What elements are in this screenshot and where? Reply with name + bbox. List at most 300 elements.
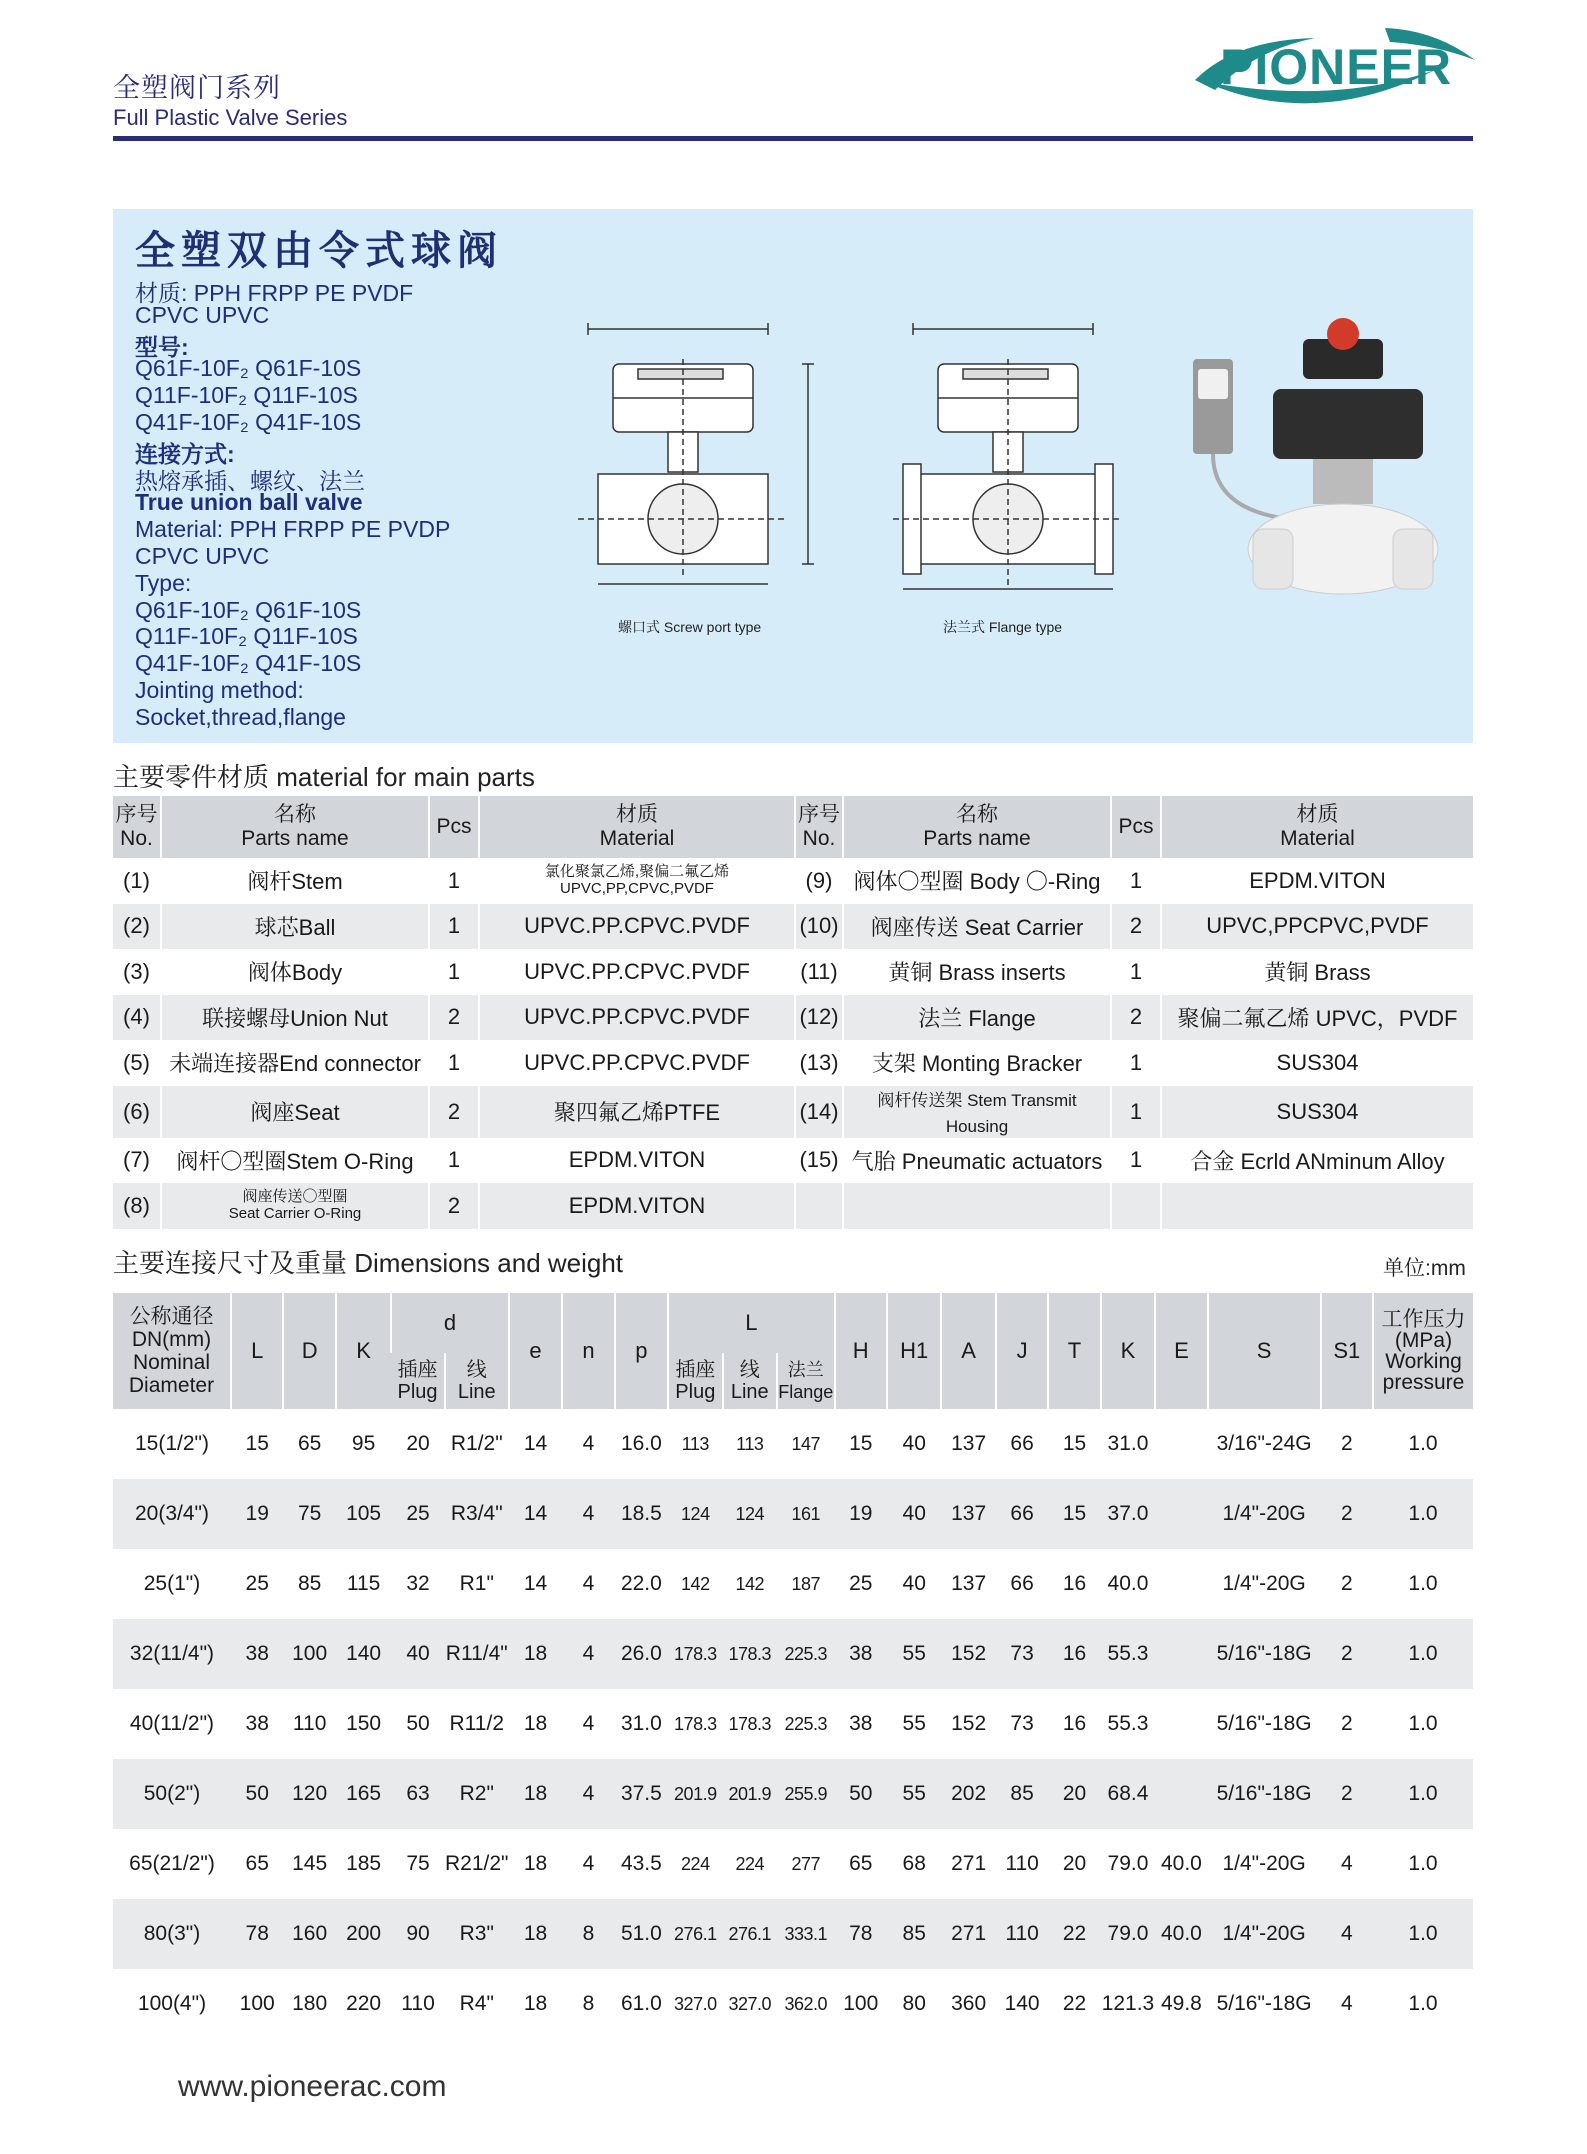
dims-cell: 255.9 [777, 1759, 835, 1829]
dims-cell: 1.0 [1408, 1572, 1438, 1595]
dims-cell: 165 [336, 1759, 391, 1829]
parts-cell-r-mat [1161, 995, 1473, 1041]
dims-cell: 66 [1010, 1432, 1034, 1455]
dims-cell: 100 [283, 1619, 335, 1689]
col-pcs: Pcs [429, 796, 479, 858]
dims-cell: 40 [391, 1619, 444, 1689]
col-d: d [391, 1293, 508, 1353]
dims-row [113, 1899, 1473, 1969]
dims-cell: 142 [681, 1573, 710, 1594]
dims-cell: 43.5 [620, 1852, 662, 1875]
parts-cell-r-name [843, 1086, 1111, 1138]
dims-cell: 2 [1340, 1712, 1353, 1735]
parts-cell-text: (7) [123, 1147, 150, 1173]
dims-cell: 100(4") [137, 1992, 207, 2015]
parts-row [113, 949, 1473, 995]
parts-cell-r-mat [1161, 1040, 1473, 1086]
dims-cell: R21/2" [445, 1852, 509, 1875]
col-material: 材质 Material [479, 796, 795, 858]
spec-line: Q41F-10F₂ Q41F-10S [135, 409, 362, 435]
parts-cell-text: (14) [799, 1098, 839, 1124]
dims-cell: 65 [849, 1852, 873, 1875]
parts-cell-text: (10) [799, 913, 839, 939]
dims-cell: 120 [283, 1759, 335, 1829]
dims-cell: 276.1 [668, 1899, 722, 1969]
parts-cell-l-no [113, 904, 161, 950]
parts-cell-text: EPDM.VITON [1249, 867, 1386, 893]
dims-cell: 38 [231, 1619, 283, 1689]
parts-cell-text: (4) [123, 1004, 150, 1030]
spec-line: Jointing method: [135, 677, 304, 703]
parts-cell-l-pcs [429, 1040, 479, 1086]
dims-cell: 1/4"-20G [1222, 1852, 1306, 1875]
dims-cell: 161 [777, 1479, 835, 1549]
dims-cell: 178.3 [723, 1619, 777, 1689]
parts-cell-text: UPVC,PPCPVC,PVDF [1206, 913, 1429, 939]
series-title-cn: 全塑阀门系列 [113, 73, 281, 103]
dims-cell: 115 [346, 1572, 381, 1595]
dims-cell: 18 [523, 1852, 548, 1875]
dims-cell: 2 [1340, 1432, 1353, 1455]
spec-line: CPVC UPVC [135, 543, 270, 569]
parts-row [113, 858, 1473, 904]
dims-cell: 1.0 [1408, 1992, 1438, 2015]
col-working-pressure [1373, 1293, 1473, 1409]
parts-row [113, 1138, 1473, 1184]
dims-cell: 22 [1048, 1899, 1100, 1969]
dims-cell: 4 [582, 1572, 595, 1595]
dims-cell: 65(21/2") [129, 1852, 215, 1875]
parts-cell-text: 2 [1129, 1004, 1143, 1030]
dims-row [113, 1619, 1473, 1689]
col-n: n [562, 1293, 614, 1409]
dims-cell: 68 [902, 1852, 926, 1875]
parts-cell-l-no [113, 858, 161, 904]
col-L-plug: 插座 Plug [668, 1353, 722, 1409]
dims-cell: 78 [835, 1899, 887, 1969]
dims-cell: 31.0 [1107, 1432, 1149, 1455]
product-photo [1178, 309, 1458, 619]
parts-cell-r-pcs [1111, 1183, 1161, 1229]
parts-cell-l-name [161, 949, 429, 995]
parts-cell-r-mat [1161, 1138, 1473, 1184]
dims-row [113, 1759, 1473, 1829]
parts-cell-text: (9) [805, 867, 833, 893]
dims-cell: 78 [231, 1899, 283, 1969]
flange-type-caption: 法兰式 Flange type [943, 619, 1063, 635]
parts-cell-text: SUS304 [1276, 1049, 1359, 1075]
parts-cell-text: 联接螺母Union Nut [202, 1005, 388, 1031]
dims-cell: 271 [951, 1852, 987, 1875]
parts-cell-l-name [161, 1086, 429, 1138]
parts-cell-r-name [843, 1138, 1111, 1184]
parts-cell-text: 1 [1129, 867, 1143, 893]
dims-cell: 4 [562, 1479, 614, 1549]
dims-cell: 16 [1048, 1619, 1100, 1689]
dims-cell: 276.1 [723, 1899, 777, 1969]
unit-label: 单位:mm [1383, 1257, 1466, 1280]
dims-section-title: 主要连接尺寸及重量 Dimensions and weight [113, 1248, 624, 1278]
dims-cell: 327.0 [728, 1993, 772, 2014]
parts-table [113, 796, 1473, 1229]
dims-cell [1155, 1409, 1207, 1479]
dims-cell: 50 [231, 1759, 283, 1829]
parts-row [113, 1040, 1473, 1086]
dims-cell: 66 [1010, 1572, 1034, 1595]
dims-cell: 137 [951, 1432, 987, 1455]
col-no: 序号 No. [795, 796, 843, 858]
dims-cell: R4" [459, 1992, 494, 2015]
dims-cell: R1/2" [450, 1432, 503, 1455]
dims-cell: 65 [297, 1432, 322, 1455]
header-rule [113, 136, 1473, 141]
col-no: 序号 No. [113, 796, 161, 858]
col-d-line: 线 Line [445, 1353, 509, 1409]
wp-header: 工作压力 (MPa) Working pressure [1381, 1308, 1466, 1394]
dims-cell: 55.3 [1107, 1712, 1149, 1735]
parts-cell-text: 聚偏二氟乙烯 UPVC，PVDF [1177, 1005, 1458, 1031]
dims-cell: 1.0 [1373, 1899, 1473, 1969]
dims-cell: 4 [562, 1759, 614, 1829]
parts-cell-text: 阀体Body [247, 960, 343, 986]
parts-cell-r-mat [1161, 949, 1473, 995]
dims-cell: 4 [582, 1852, 595, 1875]
dims-cell: 178.3 [728, 1713, 772, 1734]
website-url[interactable]: www.pioneerac.com [178, 2070, 447, 2103]
dims-cell: 140 [336, 1619, 391, 1689]
parts-cell-l-name [161, 1040, 429, 1086]
parts-cell-l-no [113, 1040, 161, 1086]
dims-cell: 4 [582, 1432, 595, 1455]
parts-cell-r-no [795, 1138, 843, 1184]
dims-cell: R11/2 [449, 1712, 504, 1735]
dims-cell: 16.0 [620, 1432, 662, 1455]
dims-cell: 55 [902, 1712, 926, 1735]
dims-cell: 142 [735, 1573, 765, 1594]
dims-cell: 160 [283, 1899, 335, 1969]
dims-cell: 66 [996, 1479, 1048, 1549]
screw-type-caption: 螺口式 Screw port type [618, 619, 762, 635]
col-nominal-diameter [113, 1293, 231, 1409]
parts-cell-text: UPVC.PP.CPVC.PVDF [524, 958, 750, 984]
parts-cell-text: 1 [1129, 1098, 1143, 1124]
dims-cell: 40 [887, 1479, 941, 1549]
spec-line: CPVC UPVC [135, 301, 270, 328]
parts-cell-text: 氯化聚氯乙烯,聚偏二氟乙烯 UPVC,PP,CPVC,PVDF [544, 862, 730, 897]
parts-cell-r-pcs [1111, 1138, 1161, 1184]
dims-cell: 19 [231, 1479, 283, 1549]
dims-cell: 50(2") [113, 1759, 231, 1829]
dims-cell: 51.0 [615, 1899, 668, 1969]
col-T: T [1048, 1293, 1100, 1409]
parts-cell-r-pcs [1111, 1040, 1161, 1086]
col-K2: K [1101, 1293, 1155, 1409]
parts-cell-text: 阀座传送〇型圈 Seat Carrier O-Ring [228, 1187, 362, 1222]
dims-cell: 40 [902, 1432, 926, 1455]
parts-cell-r-pcs [1111, 949, 1161, 995]
parts-cell-r-name [843, 949, 1111, 995]
parts-cell-l-no [113, 1183, 161, 1229]
dims-cell: 18 [509, 1619, 562, 1689]
parts-cell-l-pcs [429, 995, 479, 1041]
series-title-en: Full Plastic Valve Series [113, 105, 348, 130]
dims-cell: 4 [1340, 1992, 1353, 2015]
parts-cell-text: (6) [123, 1098, 150, 1124]
parts-cell-l-pcs [429, 1086, 479, 1138]
dims-cell: 362.0 [784, 1993, 828, 2014]
dims-cell: 20(3/4") [113, 1479, 231, 1549]
brand-logo [1175, 20, 1485, 110]
parts-cell-text: UPVC.PP.CPVC.PVDF [524, 913, 750, 939]
dims-cell: 333.1 [777, 1899, 835, 1969]
dims-cell: 113 [736, 1433, 764, 1454]
spec-line: Q41F-10F₂ Q41F-10S [135, 650, 362, 677]
col-d-plug: 插座 Plug [391, 1353, 444, 1409]
dims-cell: 14 [523, 1432, 548, 1455]
dims-cell: 5/16"-18G [1216, 1992, 1312, 2015]
dims-cell: 73 [1010, 1712, 1034, 1735]
dims-cell: 31.0 [620, 1712, 662, 1735]
dims-row [113, 1409, 1473, 1479]
dims-cell: 18.5 [615, 1479, 668, 1549]
dims-cell: 63 [391, 1759, 444, 1829]
parts-cell-r-no [795, 949, 843, 995]
spec-line: Material: PPH FRPP PE PVDP [135, 516, 451, 543]
dims-cell: 18 [509, 1899, 562, 1969]
dims-cell: 224 [681, 1853, 710, 1874]
parts-cell-text: (8) [123, 1192, 150, 1218]
dims-cell: 137 [941, 1479, 995, 1549]
parts-cell-text: 阀杆Stem [247, 869, 343, 895]
parts-row [113, 1086, 1473, 1138]
parts-cell-text: 2 [447, 1004, 461, 1030]
dims-cell: 147 [791, 1433, 821, 1454]
dims-cell: 121.3 [1101, 1992, 1155, 2015]
brand-name: PIONEER [1220, 39, 1453, 95]
col-name: 名称 Parts name [161, 796, 429, 858]
dims-cell: 2 [1340, 1572, 1353, 1595]
dims-cell: 16 [1062, 1712, 1087, 1735]
spec-line: Type: [135, 569, 192, 596]
parts-cell-l-name [161, 858, 429, 904]
dims-cell: 65 [245, 1852, 269, 1875]
dims-cell: 100 [239, 1992, 275, 2015]
parts-cell-text: 聚四氟乙烯PTFE [553, 1100, 721, 1125]
dims-cell [1155, 1619, 1207, 1689]
col-K: K [336, 1293, 391, 1409]
screw-type-drawing [558, 309, 938, 609]
spec-line: Q11F-10F₂ Q11F-10S [135, 623, 358, 650]
spec-line: 连接方式: [135, 440, 235, 467]
parts-cell-l-no [113, 995, 161, 1041]
col-pcs: Pcs [1111, 796, 1161, 858]
col-L-group: L [668, 1293, 834, 1353]
col-H: H [835, 1293, 887, 1409]
parts-cell-text: 1 [447, 867, 461, 893]
dims-cell: 5/16"-18G [1208, 1759, 1321, 1829]
parts-cell-text: 阀杆〇型圈Stem O-Ring [176, 1148, 414, 1174]
product-title: 全塑双由令式球阀 [135, 228, 503, 274]
dims-cell: 202 [941, 1759, 995, 1829]
dims-cell: 185 [346, 1852, 382, 1875]
dims-cell: 38 [835, 1619, 887, 1689]
dims-row [113, 1689, 1473, 1759]
dims-cell: 187 [791, 1573, 821, 1594]
dims-cell: 1/4"-20G [1222, 1572, 1306, 1595]
dims-cell: 178.3 [674, 1713, 717, 1734]
dims-cell: 15 [849, 1432, 873, 1455]
col-S1: S1 [1321, 1293, 1373, 1409]
parts-cell-text: (2) [123, 913, 150, 939]
parts-cell-text: (3) [123, 958, 150, 984]
parts-cell-r-mat [1161, 904, 1473, 950]
dims-cell: 124 [723, 1479, 777, 1549]
parts-cell-text: 1 [447, 913, 461, 939]
dims-cell: 137 [951, 1572, 987, 1595]
dims-cell: R1" [459, 1572, 494, 1595]
dims-cell: 50 [835, 1759, 887, 1829]
dims-cell: 225.3 [784, 1713, 828, 1734]
parts-cell-r-mat [1161, 858, 1473, 904]
dims-cell: 40.0 [1155, 1899, 1207, 1969]
dims-cell: 37.5 [615, 1759, 668, 1829]
parts-cell-r-no [795, 1086, 843, 1138]
dims-cell: 110 [292, 1712, 327, 1735]
col-H1: H1 [887, 1293, 941, 1409]
dims-cell: 145 [292, 1852, 328, 1875]
col-e: e [509, 1293, 562, 1409]
dims-cell: 50 [406, 1712, 430, 1735]
dims-cell: 201.9 [723, 1759, 777, 1829]
dims-cell [1155, 1759, 1207, 1829]
dims-cell: 200 [336, 1899, 391, 1969]
parts-cell-text: (15) [799, 1147, 839, 1173]
dims-cell: 3/16"-24G [1216, 1432, 1312, 1455]
dims-cell: R3" [445, 1899, 509, 1969]
parts-cell-l-pcs [429, 949, 479, 995]
dims-cell: 19 [835, 1479, 887, 1549]
dims-cell [1155, 1479, 1207, 1549]
parts-cell-text: 法兰 Flange [918, 1005, 1036, 1031]
dims-cell: 25 [849, 1572, 873, 1595]
col-L-flange: 法兰 Flange [777, 1353, 835, 1409]
parts-cell-l-mat [479, 1086, 795, 1138]
dims-cell: 16 [1062, 1572, 1087, 1595]
parts-cell-text: UPVC.PP.CPVC.PVDF [524, 1004, 750, 1030]
parts-cell-l-pcs [429, 1138, 479, 1184]
parts-cell-l-mat [479, 904, 795, 950]
parts-cell-text: 1 [447, 1049, 461, 1075]
dims-cell: 55.3 [1101, 1619, 1155, 1689]
dims-cell: 224 [735, 1853, 765, 1874]
dims-cell: 20 [406, 1432, 430, 1455]
dims-cell: 40(11/2") [129, 1712, 215, 1735]
dims-cell: 178.3 [668, 1619, 722, 1689]
parts-cell-text: 气胎 Pneumatic actuators [851, 1148, 1103, 1174]
parts-cell-r-no [795, 904, 843, 950]
parts-cell-text: 2 [447, 1192, 461, 1218]
spec-line: 热熔承插、螺纹、法兰 [135, 467, 365, 494]
dims-cell: 1.0 [1373, 1759, 1473, 1829]
parts-cell-l-name [161, 995, 429, 1041]
parts-cell-text: 球芯Ball [254, 914, 336, 940]
dims-cell: 201.9 [668, 1759, 722, 1829]
dims-cell: 110 [1005, 1852, 1039, 1875]
dims-cell: 22 [1062, 1992, 1087, 2015]
parts-cell-r-pcs [1111, 904, 1161, 950]
dims-cell: 327.0 [674, 1993, 717, 2014]
parts-cell-r-no [795, 1183, 843, 1229]
dims-cell: 15 [1062, 1432, 1087, 1455]
col-D: D [283, 1293, 335, 1409]
parts-cell-text: (5) [123, 1049, 150, 1075]
parts-cell-r-name [843, 1183, 1111, 1229]
dims-cell: 26.0 [615, 1619, 668, 1689]
spec-line: 材质: PPH FRPP PE PVDF [135, 280, 414, 306]
dims-cell: 8 [582, 1992, 595, 2015]
parts-cell-l-name [161, 1138, 429, 1184]
parts-cell-text: 合金 Ecrld ANminum Alloy [1190, 1148, 1445, 1174]
dims-cell [1155, 1549, 1207, 1619]
parts-row [113, 904, 1473, 950]
dims-cell: 1.0 [1408, 1852, 1438, 1875]
dims-cell: 220 [346, 1992, 382, 2015]
spec-line: Q61F-10F₂ Q61F-10S [135, 355, 362, 382]
parts-cell-l-mat [479, 1183, 795, 1229]
product-panel [113, 209, 1473, 743]
dims-cell: 38 [849, 1712, 873, 1735]
dims-cell: 37.0 [1101, 1479, 1155, 1549]
parts-cell-text: 1 [1129, 1147, 1143, 1173]
parts-cell-r-mat [1161, 1183, 1473, 1229]
dims-cell: 75 [283, 1479, 335, 1549]
col-A: A [941, 1293, 995, 1409]
parts-cell-text: (13) [799, 1049, 839, 1075]
parts-cell-text: 支架 Monting Bracker [871, 1051, 1083, 1077]
col-S: S [1208, 1293, 1321, 1409]
dims-cell: 152 [941, 1619, 995, 1689]
parts-cell-text: 阀体〇型圈 Body 〇-Ring [853, 869, 1101, 895]
dims-cell: 271 [941, 1899, 995, 1969]
parts-section-title: 主要零件材质 material for main parts [113, 762, 535, 792]
dims-cell: 40.0 [1160, 1852, 1202, 1875]
dims-cell: R11/4" [445, 1619, 509, 1689]
parts-cell-text: 阀座Seat [250, 1100, 340, 1125]
parts-cell-r-name [843, 995, 1111, 1041]
dims-cell: 80 [902, 1992, 926, 2015]
parts-cell-text: (12) [799, 1004, 839, 1030]
spec-line: 型号: [135, 333, 189, 360]
dims-row [113, 1549, 1473, 1619]
col-p: p [615, 1293, 668, 1409]
parts-cell-l-mat [479, 995, 795, 1041]
dims-cell: 152 [951, 1712, 987, 1735]
dims-cell: 100 [843, 1992, 879, 2015]
dims-cell: 1/4"-20G [1208, 1479, 1321, 1549]
dims-cell: 4 [1321, 1899, 1373, 1969]
dims-cell: 40.0 [1107, 1572, 1149, 1595]
dims-cell: 79.0 [1101, 1899, 1155, 1969]
dims-cell: 32 [406, 1572, 430, 1595]
parts-cell-l-mat [479, 949, 795, 995]
col-L-line: 线 Line [723, 1353, 777, 1409]
dims-cell: 15 [1048, 1479, 1100, 1549]
parts-cell-r-pcs [1111, 995, 1161, 1041]
dims-cell: 105 [336, 1479, 391, 1549]
parts-cell-text: 未端连接器End connector [169, 1051, 421, 1077]
spec-line: True union ball valve [135, 489, 363, 516]
dims-cell: 4 [582, 1712, 595, 1735]
